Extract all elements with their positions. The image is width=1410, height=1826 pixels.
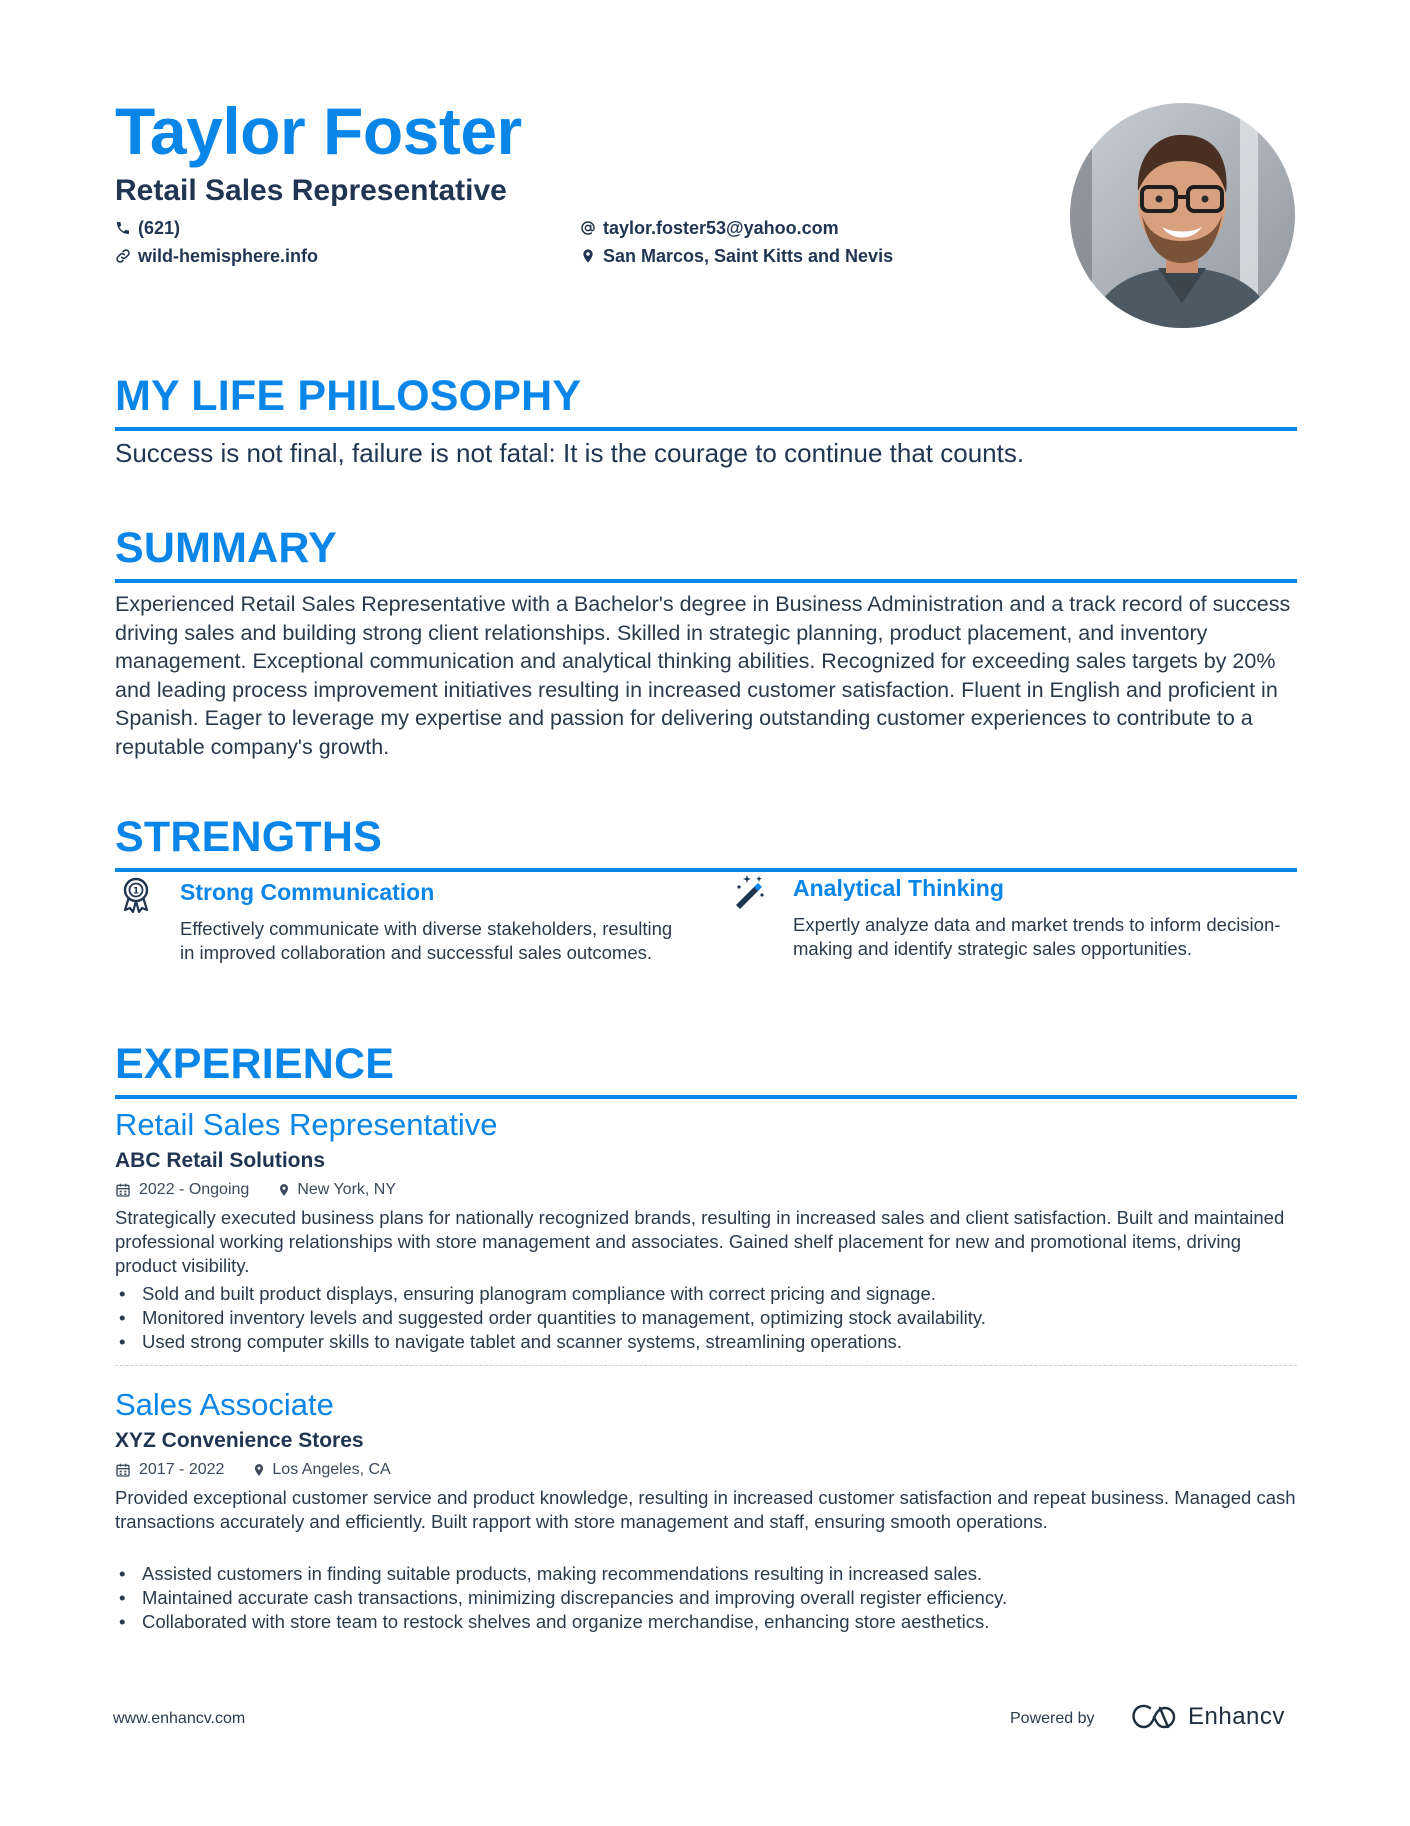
candidate-name: Taylor Foster [115,94,522,168]
section-title-experience: EXPERIENCE [115,1043,1297,1099]
strength-title: Strong Communication [180,879,435,905]
company-name: ABC Retail Solutions [115,1149,326,1172]
calendar-icon [115,1182,131,1198]
map-pin-icon [580,248,596,264]
strength-description: Expertly analyze data and market trends to inform decision-making and identify strategic sales opportunities. [793,914,1281,959]
section-title-philosophy: MY LIFE PHILOSOPHY [115,375,1297,431]
contact-location [580,247,893,265]
job-bullet: • Maintained accurate cash transactions, minimizing discrepancies and improving overall register efficiency. [115,1586,1300,1610]
award-ribbon-icon [120,877,152,913]
footer-website-link[interactable]: www.enhancv.com [113,1710,246,1727]
email-text: taylor.foster53@yahoo.com [603,218,839,238]
job-location [252,1462,390,1478]
link-icon [115,248,131,264]
phone-text: (621) [138,218,181,238]
website-text: wild-hemisphere.info [138,246,319,266]
job-bullet: • Assisted customers in finding suitable products, making recommendations resulting in increased sales. [115,1562,1300,1586]
job-bullet: • Monitored inventory levels and suggested order quantities to management, optimizing stock availability. [115,1306,1300,1330]
map-pin-icon [277,1182,291,1198]
job-bullets [115,1562,1300,1634]
job-divider [115,1365,1297,1366]
job-description: Strategically executed business plans for nationally recognized brands, resulting in increased sales and client satisfaction. Built and maintained professional working relationships with store management and associates. Gained shelf placement for new and promotional items, driving product visibility. [115,1207,1285,1276]
at-sign-icon [580,220,596,236]
job-bullet: • Collaborated with store team to restock shelves and organize merchandise, enhancing store aesthetics. [115,1610,1300,1634]
candidate-role: Retail Sales Representative [115,174,507,207]
summary-text: Experienced Retail Sales Representative with a Bachelor's degree in Business Administration and a track record of success driving sales and building strong client relationships. Skilled in strategic planning, product placement, and inventory management. Exceptional communication and analytical thinking abilities. Recognized for exceeding sales targets by 20% and leading process improvement initiatives resulting in increased customer satisfaction. Fluent in English and proficient in Spanish. Eager to leverage my expertise and passion for delivering outstanding customer experiences to contribute to a reputable company's growth. [115,592,1291,759]
job-bullets [115,1282,1300,1354]
contact-email[interactable] [580,219,839,237]
job-dates: 2017 - 2022 [139,1461,225,1478]
job-title: Retail Sales Representative [115,1107,498,1142]
contact-phone [115,219,180,237]
job-meta [115,1462,391,1478]
company-name: XYZ Convenience Stores [115,1429,364,1452]
section-title-strengths: STRENGTHS [115,816,1297,872]
svg-text:1: 1 [132,886,140,897]
location-text: San Marcos, Saint Kitts and Nevis [603,246,894,266]
job-location-text: Los Angeles, CA [272,1461,391,1478]
enhancv-logo[interactable] [1130,1702,1285,1732]
enhancv-logo-icon [1130,1702,1178,1732]
strength-title: Analytical Thinking [793,875,1004,901]
job-dates: 2022 - Ongoing [139,1181,250,1198]
strength-description: Effectively communicate with diverse stakeholders, resulting in improved collaboration and successful sales outcomes. [180,918,673,963]
job-location-text: New York, NY [297,1181,397,1198]
contact-website[interactable] [115,247,318,265]
job-meta [115,1182,396,1198]
job-bullet: • Sold and built product displays, ensuring planogram compliance with correct pricing and signage. [115,1282,1300,1306]
footer-powered-by: Powered by [1010,1710,1095,1727]
magic-wand-icon [733,873,765,909]
philosophy-quote: Success is not final, failure is not fatal: It is the courage to continue that counts. [115,438,1025,468]
profile-photo [1070,103,1295,328]
job-title: Sales Associate [115,1387,334,1422]
section-title-summary: SUMMARY [115,527,1297,583]
job-bullet: • Used strong computer skills to navigate tablet and scanner systems, streamlining operations. [115,1330,1300,1354]
calendar-icon [115,1462,131,1478]
enhancv-brand-text: Enhancv [1188,1703,1285,1730]
job-description: Provided exceptional customer service and product knowledge, resulting in increased customer satisfaction and repeat business. Managed cash transactions accurately and efficiently. Built rapport with store management and staff, ensuring smooth operations. [115,1487,1296,1532]
job-location [277,1182,396,1198]
map-pin-icon [252,1462,266,1478]
phone-icon [115,220,131,236]
